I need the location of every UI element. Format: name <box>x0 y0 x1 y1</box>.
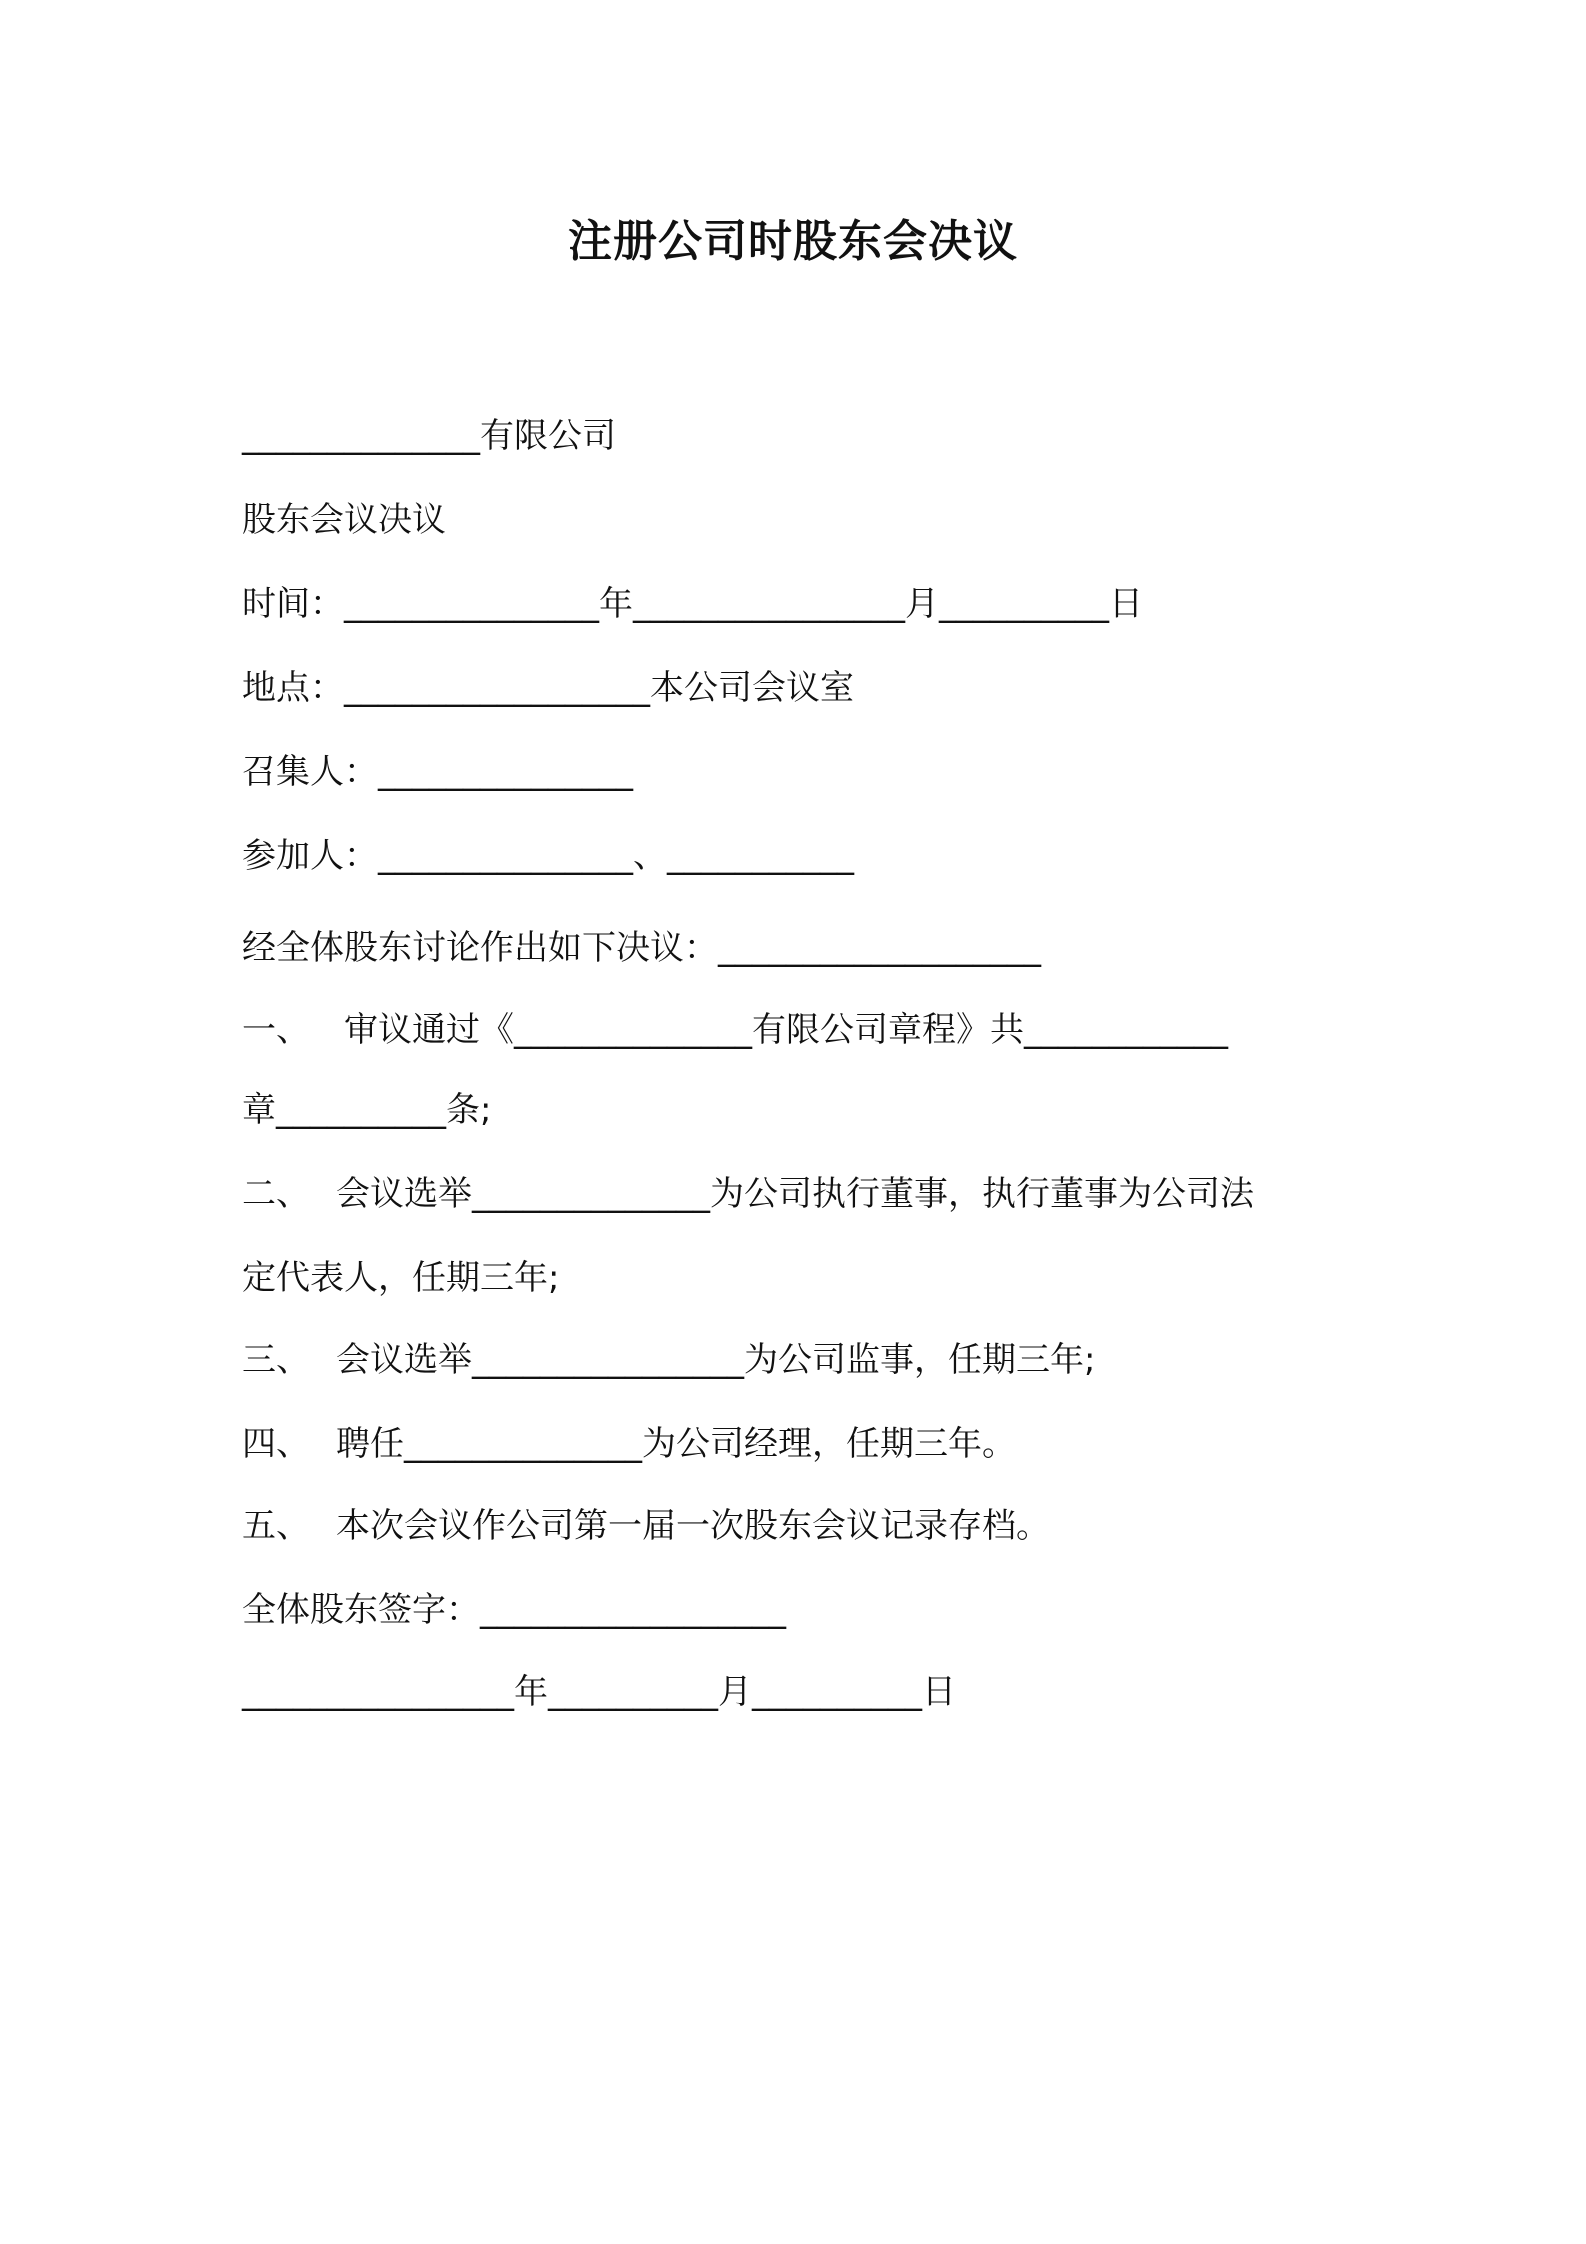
company-name-line: ______________有限公司 <box>242 416 616 456</box>
resolution-item-4 <box>242 1422 1016 1466</box>
item-number: 一、 <box>242 1010 310 1050</box>
item-text: 会议选举________________为公司监事，任期三年; <box>336 1340 1096 1380</box>
item-text: 审议通过《______________有限公司章程》共____________ <box>344 1010 1228 1050</box>
resolution-item-3 <box>242 1338 1095 1382</box>
meeting-location-line: 地点：__________________本公司会议室 <box>242 668 854 708</box>
item-number: 四、 <box>242 1424 310 1464</box>
meeting-time-line: 时间：_______________年________________月__________日 <box>242 584 1143 624</box>
resolution-heading: 股东会议决议 <box>242 500 446 540</box>
document-title: 注册公司时股东会决议 <box>568 216 1018 267</box>
resolution-item-1 <box>242 1008 1228 1052</box>
item-text: 聘任______________为公司经理，任期三年。 <box>336 1424 1016 1464</box>
shareholder-signature-line: 全体股东签字：__________________ <box>242 1590 786 1630</box>
item-number: 二、 <box>242 1174 310 1214</box>
item-number: 五、 <box>242 1506 310 1546</box>
item-number: 三、 <box>242 1340 310 1380</box>
convener-line: 召集人：_______________ <box>242 752 633 792</box>
item-text: 本次会议作公司第一届一次股东会议记录存档。 <box>336 1506 1050 1546</box>
item-text: 会议选举______________为公司执行董事，执行董事为公司法 <box>336 1174 1254 1214</box>
resolution-item-1-continued: 章__________条; <box>242 1090 492 1130</box>
resolution-item-2 <box>242 1172 1254 1216</box>
resolution-intro-line: 经全体股东讨论作出如下决议：___________________ <box>242 928 1041 968</box>
resolution-item-2-continued: 定代表人，任期三年; <box>242 1258 560 1298</box>
attendees-line: 参加人：_______________、___________ <box>242 836 854 876</box>
resolution-item-5 <box>242 1504 1050 1548</box>
signature-date-line: ________________年__________月__________日 <box>242 1672 956 1712</box>
